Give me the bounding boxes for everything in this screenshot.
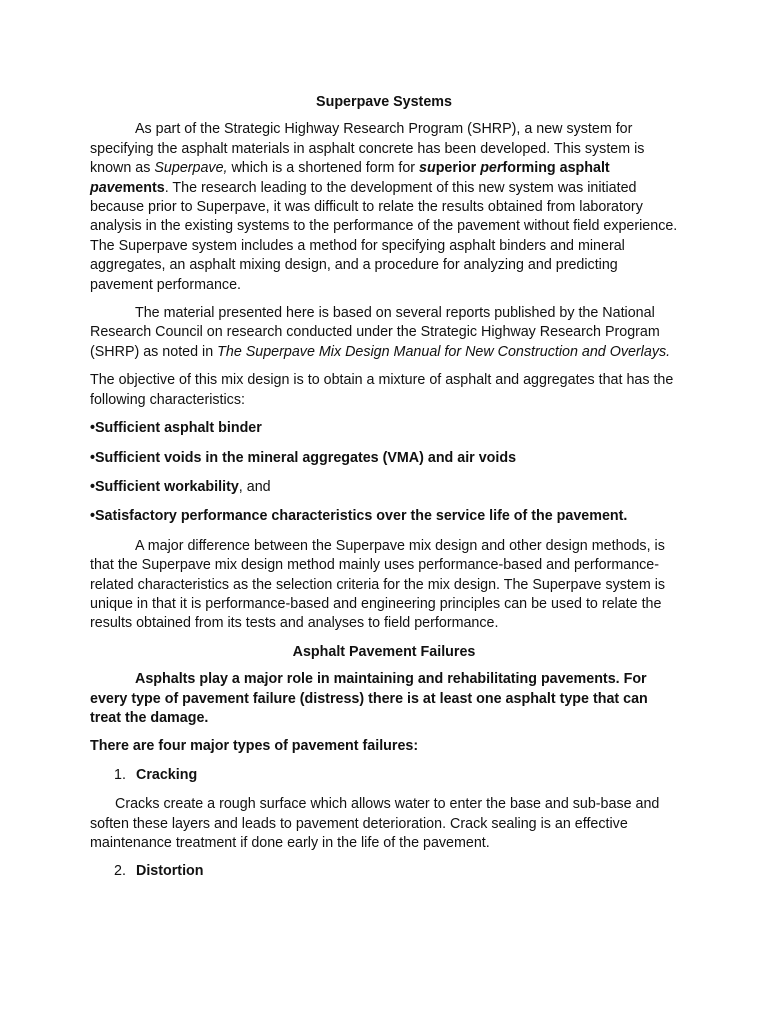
paragraph-asphalts-role: Asphalts play a major role in maintaining and rehabilitating pavements. For every type of pavement failure (distress) there is at least one asphalt type that can treat the damage. bbox=[90, 671, 648, 726]
bullet-bold-text: •Sufficient asphalt binder bbox=[90, 420, 262, 437]
numbered-item-distortion bbox=[90, 862, 678, 881]
list-label: Distortion bbox=[136, 863, 204, 880]
bullet-bold-text: •Sufficient voids in the mineral aggregates (VMA) and air voids bbox=[90, 449, 517, 466]
bullet-item bbox=[90, 449, 678, 468]
text-run-bold: perior bbox=[435, 160, 481, 177]
text-run-bold-italic: su bbox=[419, 160, 436, 177]
bullet-bold-text: •Sufficient workability bbox=[90, 478, 239, 495]
text-run: which is a shortened form for bbox=[227, 160, 420, 177]
text-run-italic: The Superpave Mix Design Manual for New Construction and Overlays. bbox=[217, 343, 671, 360]
bullet-rest-text: , and bbox=[238, 478, 271, 495]
list-number: 2. bbox=[114, 863, 126, 880]
list-number: 1. bbox=[114, 766, 126, 783]
text-run: . The research leading to the development of this new system was initiated because prior to Superpave, it was difficult to relate the results obtained from laboratory analysis in the existing systems to the performance of the pavement without field experience. The Superpave system includes a method for specifying asphalt binders and mineral aggregates, an asphalt mixing design, and a procedure for analyzing and predicting pavement performance. bbox=[90, 179, 678, 293]
text-run-bold: forming asphalt bbox=[502, 160, 610, 177]
text-run: The material presented here is based on several reports published by the National Research Council on research conducted under the Strategic Highway Research Program (SHRP) as noted in bbox=[90, 305, 660, 360]
bullet-item bbox=[90, 507, 678, 526]
numbered-item-cracking bbox=[90, 766, 678, 785]
section-title-superpave: Superpave Systems bbox=[316, 94, 452, 110]
bullet-item bbox=[90, 419, 678, 438]
paragraph-major-difference: A major difference between the Superpave mix design and other design methods, is that the Superpave mix design method mainly uses performance-based and performance-related characteristics as the selection criteria for the mix design. The Superpave system is unique in that it is performance-based and engineering principles can be used to relate the results obtained from its tests and analyses to field performance. bbox=[90, 537, 666, 632]
text-run-bold-italic: pave bbox=[90, 179, 123, 196]
bullet-bold-text: •Satisfactory performance characteristics over the service life of the pavement. bbox=[90, 508, 628, 525]
paragraph-objective: The objective of this mix design is to obtain a mixture of asphalt and aggregates that has the following characteristics: bbox=[90, 372, 674, 408]
paragraph-superpave-intro bbox=[90, 120, 678, 295]
section-title-pavement-failures: Asphalt Pavement Failures bbox=[292, 643, 476, 660]
text-run-italic: Superpave, bbox=[154, 160, 228, 177]
bullet-item bbox=[90, 478, 678, 497]
paragraph-material-source bbox=[90, 304, 678, 362]
list-label: Cracking bbox=[136, 766, 198, 783]
paragraph-cracking: Cracks create a rough surface which allows water to enter the base and sub-base and soften these layers and leads to pavement deterioration. Crack sealing is an effective maintenance treatment if done early in the life of the pavement. bbox=[90, 796, 660, 851]
text-run: As part of the Strategic Highway Research Program (SHRP), a new system for specifying the asphalt materials in asphalt concrete has been developed. This system is known as bbox=[90, 121, 645, 177]
text-run-bold-italic: per bbox=[480, 160, 503, 177]
paragraph-four-types: There are four major types of pavement failures: bbox=[90, 738, 419, 755]
text-run-bold: ments bbox=[122, 179, 165, 196]
